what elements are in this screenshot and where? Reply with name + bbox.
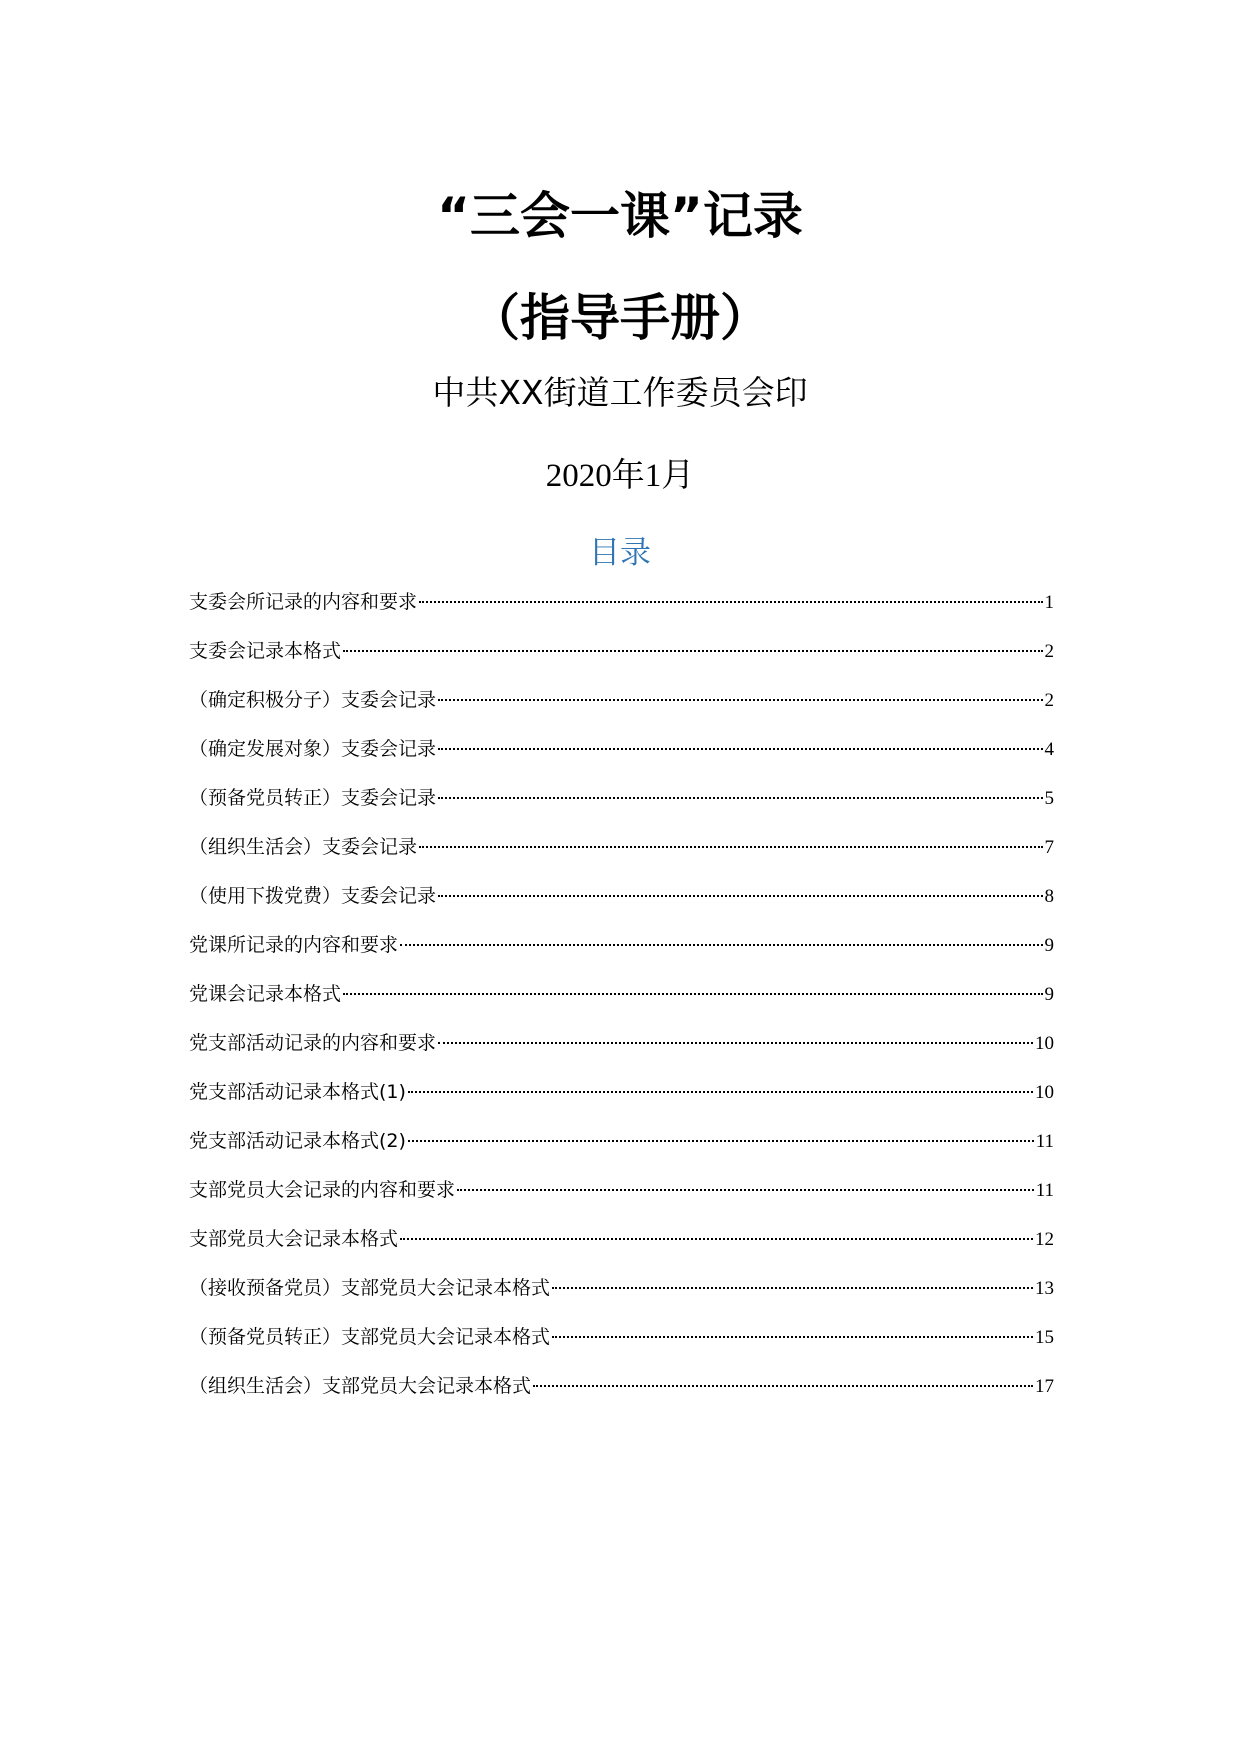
table-of-contents — [189, 587, 1054, 1420]
toc-entry-page-number: 1 — [1044, 592, 1054, 613]
toc-entry-page-number: 11 — [1035, 1131, 1054, 1152]
toc-entry-label: 党支部活动记录本格式(2) — [189, 1130, 406, 1152]
toc-entry-label: 支部党员大会记录的内容和要求 — [189, 1179, 456, 1201]
toc-entry[interactable] — [189, 1273, 1054, 1322]
toc-entry-label: （使用下拨党费）支委会记录 — [189, 885, 437, 907]
toc-entry-page-number: 9 — [1044, 984, 1054, 1005]
toc-entry-label: 支委会记录本格式 — [189, 640, 342, 662]
toc-entry-label: （确定发展对象）支委会记录 — [189, 738, 437, 760]
toc-entry-page-number: 10 — [1035, 1082, 1054, 1103]
toc-entry-label: （组织生活会）支部党员大会记录本格式 — [189, 1375, 532, 1397]
toc-entry-label: （预备党员转正）支部党员大会记录本格式 — [189, 1326, 551, 1348]
toc-entry-page-number: 15 — [1035, 1327, 1054, 1348]
toc-dot-leader — [419, 601, 1042, 603]
toc-dot-leader — [438, 797, 1042, 799]
toc-entry-page-number: 12 — [1035, 1229, 1054, 1250]
toc-entry-label: 支部党员大会记录本格式 — [189, 1228, 399, 1250]
toc-heading: 目录 — [589, 535, 651, 571]
toc-dot-leader — [408, 1091, 1033, 1093]
toc-entry-page-number: 9 — [1044, 935, 1054, 956]
toc-dot-leader — [438, 895, 1042, 897]
toc-entry-page-number: 10 — [1035, 1033, 1054, 1054]
toc-entry-page-number: 5 — [1044, 788, 1054, 809]
toc-entry-label: 支委会所记录的内容和要求 — [189, 591, 418, 613]
issue-date: 2020年1月 — [545, 458, 695, 494]
toc-entry[interactable] — [189, 1028, 1054, 1077]
toc-entry[interactable] — [189, 832, 1054, 881]
toc-entry[interactable] — [189, 1077, 1054, 1126]
toc-entry[interactable] — [189, 979, 1054, 1028]
toc-dot-leader — [457, 1189, 1034, 1191]
toc-entry-page-number: 11 — [1035, 1180, 1054, 1201]
toc-entry-label: 党支部活动记录的内容和要求 — [189, 1032, 437, 1054]
toc-entry-page-number: 17 — [1035, 1376, 1054, 1397]
toc-dot-leader — [533, 1385, 1033, 1387]
toc-entry-page-number: 2 — [1044, 641, 1054, 662]
toc-entry-label: （确定积极分子）支委会记录 — [189, 689, 437, 711]
document-subtitle: （指导手册） — [470, 289, 770, 347]
toc-entry[interactable] — [189, 881, 1054, 930]
toc-entry-page-number: 13 — [1035, 1278, 1054, 1299]
toc-entry-label: （接收预备党员）支部党员大会记录本格式 — [189, 1277, 551, 1299]
toc-dot-leader — [419, 846, 1042, 848]
toc-entry[interactable] — [189, 1126, 1054, 1175]
issuer-line: 中共XX街道工作委员会印 — [432, 373, 808, 412]
toc-dot-leader — [400, 1238, 1033, 1240]
toc-entry-label: 党课所记录的内容和要求 — [189, 934, 399, 956]
toc-entry[interactable] — [189, 1224, 1054, 1273]
toc-entry[interactable] — [189, 783, 1054, 832]
toc-entry[interactable] — [189, 1371, 1054, 1420]
toc-entry[interactable] — [189, 1175, 1054, 1224]
document-title: “三会一课”记录 — [437, 187, 803, 245]
toc-entry[interactable] — [189, 930, 1054, 979]
toc-entry[interactable] — [189, 734, 1054, 783]
toc-entry[interactable] — [189, 685, 1054, 734]
toc-entry[interactable] — [189, 636, 1054, 685]
toc-entry[interactable] — [189, 587, 1054, 636]
toc-entry-page-number: 4 — [1044, 739, 1054, 760]
toc-dot-leader — [552, 1287, 1033, 1289]
toc-dot-leader — [438, 748, 1042, 750]
toc-dot-leader — [408, 1140, 1034, 1142]
toc-dot-leader — [438, 1042, 1033, 1044]
toc-dot-leader — [400, 944, 1042, 946]
toc-entry-label: 党支部活动记录本格式(1) — [189, 1081, 406, 1103]
toc-entry-label: （预备党员转正）支委会记录 — [189, 787, 437, 809]
toc-dot-leader — [552, 1336, 1033, 1338]
toc-entry-page-number: 2 — [1044, 690, 1054, 711]
toc-dot-leader — [343, 650, 1042, 652]
toc-entry-label: 党课会记录本格式 — [189, 983, 342, 1005]
toc-entry-page-number: 8 — [1044, 886, 1054, 907]
toc-entry-label: （组织生活会）支委会记录 — [189, 836, 418, 858]
toc-entry[interactable] — [189, 1322, 1054, 1371]
toc-entry-page-number: 7 — [1044, 837, 1054, 858]
toc-dot-leader — [438, 699, 1042, 701]
toc-dot-leader — [343, 993, 1042, 995]
